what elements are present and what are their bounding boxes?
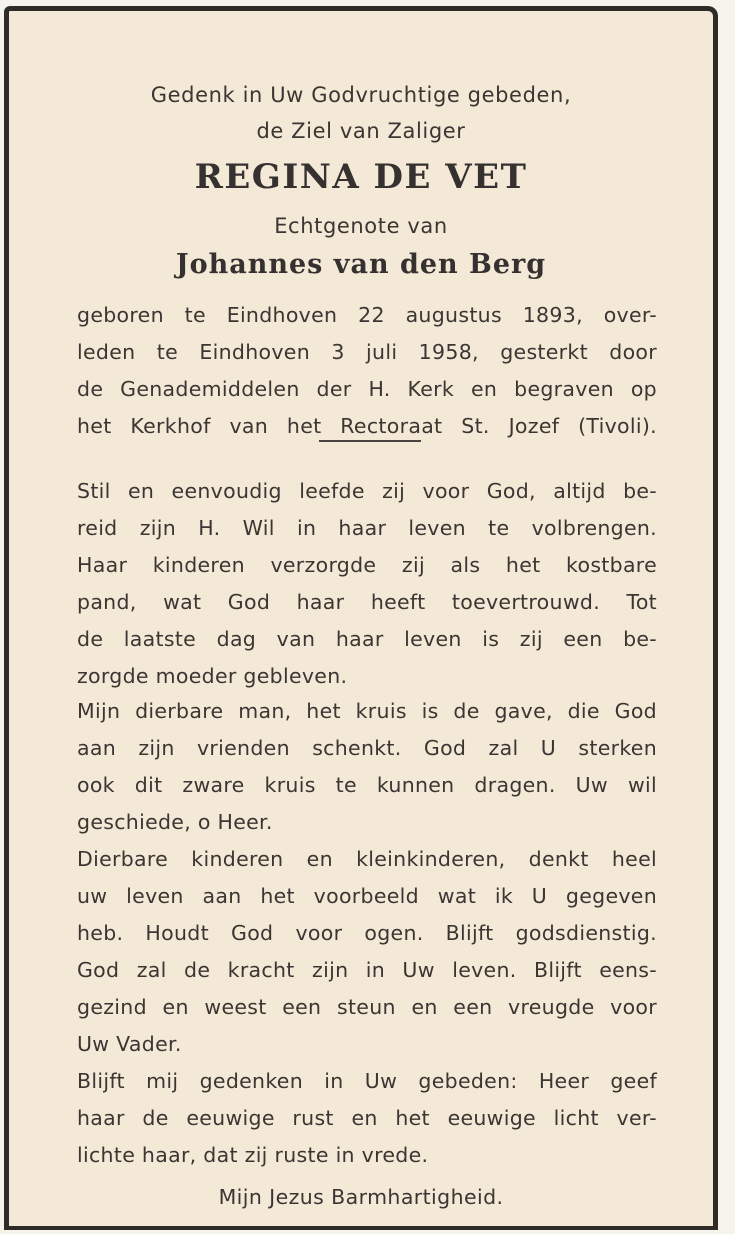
paragraph-4-line: lichte haar, dat zij ruste in vrede. bbox=[77, 1143, 429, 1167]
heading-line-2: de Ziel van Zaliger bbox=[256, 119, 466, 143]
closing-prayer: Mijn Jezus Barmhartigheid. bbox=[218, 1185, 504, 1209]
memorial-card bbox=[4, 6, 718, 1230]
biography-line: geboren te Eindhoven 22 augustus 1893, over- bbox=[77, 303, 657, 327]
paragraph-2-line: aan zijn vrienden schenkt. God zal U sterken bbox=[77, 736, 657, 760]
paragraph-3-line: gezind en weest een steun en een vreugde voor bbox=[77, 995, 657, 1019]
paragraph-1-line: de laatste dag van haar leven is zij een be- bbox=[77, 627, 657, 651]
spouse-name: Johannes van den Berg bbox=[175, 249, 547, 280]
paragraph-3-line: Dierbare kinderen en kleinkinderen, denkt heel bbox=[77, 847, 657, 871]
paragraph-3-line: heb. Houdt God voor ogen. Blijft godsdienstig. bbox=[77, 921, 657, 945]
paragraph-4-line: Blijft mij gedenken in Uw gebeden: Heer geef bbox=[77, 1069, 657, 1093]
paragraph-2-line: geschiede, o Heer. bbox=[77, 810, 273, 834]
paragraph-4-line: haar de eeuwige rust en het eeuwige licht ver- bbox=[77, 1106, 657, 1130]
paragraph-3-line: God zal de kracht zijn in Uw leven. Blijft eens- bbox=[77, 958, 657, 982]
relation-label: Echtgenote van bbox=[274, 214, 448, 238]
paragraph-3-line: uw leven aan het voorbeeld wat ik U gegeven bbox=[77, 884, 657, 908]
paragraph-1-line: pand, wat God haar heeft toevertrouwd. Tot bbox=[77, 590, 657, 614]
biography-line: leden te Eindhoven 3 juli 1958, gesterkt door bbox=[77, 340, 657, 364]
paragraph-1-line: Stil en eenvoudig leefde zij voor God, altijd be- bbox=[77, 479, 657, 503]
biography-line: de Genademiddelen der H. Kerk en begraven op bbox=[77, 377, 657, 401]
paragraph-3-line: Uw Vader. bbox=[77, 1032, 182, 1056]
divider bbox=[319, 440, 421, 442]
paragraph-1-line: Haar kinderen verzorgde zij als het kostbare bbox=[77, 553, 657, 577]
paragraph-2-line: ook dit zware kruis te kunnen dragen. Uw wil bbox=[77, 773, 657, 797]
heading-line-1: Gedenk in Uw Godvruchtige gebeden, bbox=[150, 83, 572, 107]
paragraph-1-line: reid zijn H. Wil in haar leven te volbrengen. bbox=[77, 516, 657, 540]
paragraph-2-line: Mijn dierbare man, het kruis is de gave, die God bbox=[77, 699, 657, 723]
biography-line: het Kerkhof van het Rectoraat St. Jozef (Tivoli). bbox=[77, 414, 657, 438]
deceased-name: REGINA DE VET bbox=[194, 157, 528, 197]
paragraph-1-line: zorgde moeder gebleven. bbox=[77, 664, 348, 688]
